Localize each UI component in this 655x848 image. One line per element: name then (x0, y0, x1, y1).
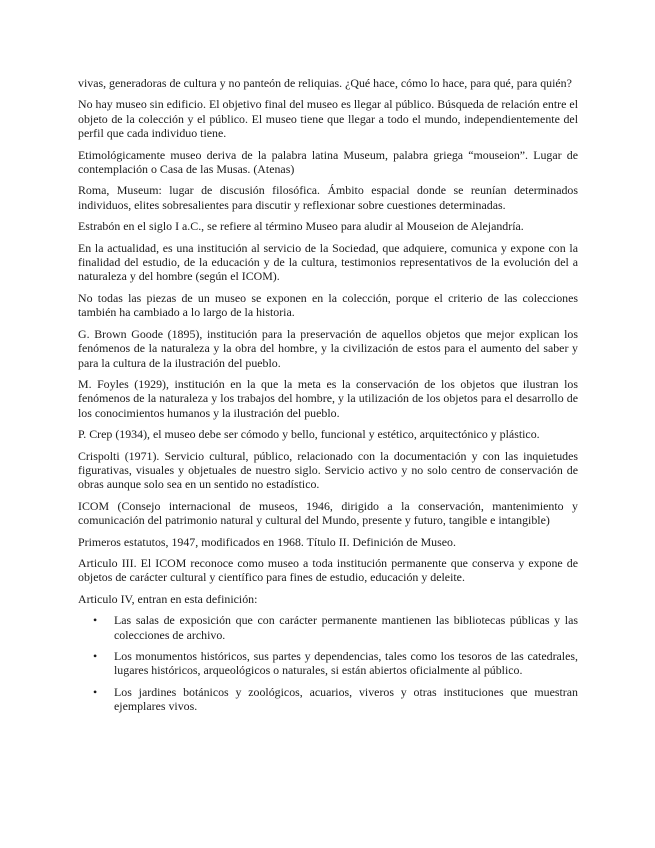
list-item (78, 649, 578, 678)
list-item-text: Los monumentos históricos, sus partes y dependencias, tales como los tesoros de las catedrales, lugares históricos, arqueológicos o naturales, si están abiertos oficialmente al público. (114, 649, 578, 678)
list-item (78, 685, 578, 714)
paragraph: G. Brown Goode (1895), institución para la preservación de aquellos objetos que mejor explican los fenómenos de la naturaleza y la obra del hombre, y la civilización de estos para el aumento del saber y para la cultura de la ilustración del pueblo. (78, 326, 578, 370)
paragraph: Articulo IV, entran en esta definición: (78, 591, 258, 606)
bullet-icon: • (93, 613, 98, 628)
paragraph: Primeros estatutos, 1947, modificados en 1968. Título II. Definición de Museo. (78, 534, 456, 549)
paragraph: Roma, Museum: lugar de discusión filosófica. Ámbito espacial donde se reunían determinados individuos, elites sobresalientes para discutir y reflexionar sobre cuestiones determinadas. (78, 183, 578, 212)
paragraph: ICOM (Consejo internacional de museos, 1946, dirigido a la conservación, mantenimiento y comunicación del patrimonio natural y cultural del Mundo, presente y futuro, tangible e intangible) (78, 498, 578, 528)
list-item (78, 613, 578, 642)
paragraph: Crispolti (1971). Servicio cultural, público, relacionado con la documentación y con las inquietudes figurativas, visuales y objetuales de nuestro siglo. Servicio activo y no solo centro de conservación de obras aunque solo sea en un sentido no estadístico. (78, 448, 578, 492)
paragraph: No hay museo sin edificio. El objetivo final del museo es llegar al público. Búsqueda de relación entre el objeto de la colección y el público. El museo tiene que llegar a todo el mundo, independientemente del perfil que cada individuo tiene. (78, 97, 578, 141)
bullet-icon: • (93, 649, 98, 663)
list-item-text: Las salas de exposición que con carácter permanente mantienen las bibliotecas públicas y las colecciones de archivo. (114, 613, 578, 642)
paragraph: vivas, generadoras de cultura y no panteón de reliquias. ¿Qué hace, cómo lo hace, para qué, para quién? (78, 76, 572, 90)
paragraph: No todas las piezas de un museo se exponen en la colección, porque el criterio de las colecciones también ha cambiado a lo largo de la historia. (78, 290, 578, 320)
list-item-text: Los jardines botánicos y zoológicos, acuarios, viveros y otras instituciones que muestran ejemplares vivos. (114, 684, 578, 714)
paragraph: Etimológicamente museo deriva de la palabra latina Museum, palabra griega “mouseion”. Lugar de contemplación o Casa de las Musas. (Atenas) (78, 147, 578, 177)
definition-list (78, 613, 578, 713)
paragraph: Estrabón en el siglo I a.C., se refiere al término Museo para aludir al Mouseion de Alejandría. (78, 219, 524, 234)
paragraph: Articulo III. El ICOM reconoce como museo a toda institución permanente que conserva y expone de objetos de carácter cultural y científico para fines de estudio, educación y deleite. (78, 555, 578, 585)
bullet-icon: • (93, 684, 98, 699)
paragraph: En la actualidad, es una institución al servicio de la Sociedad, que adquiere, comunica y expone con la finalidad del estudio, de la educación y de la cultura, testimonios representativos de la evolución del a naturaleza y del hombre (según el ICOM). (78, 240, 578, 284)
paragraph: M. Foyles (1929), institución en la que la meta es la conservación de los objetos que ilustran los fenómenos de la naturaleza y los trabajos del hombre, y la utilización de los objetos para el desarrollo de los conocimientos humanos y la ilustración del pueblo. (78, 376, 578, 420)
paragraph: P. Crep (1934), el museo debe ser cómodo y bello, funcional y estético, arquitectónico y plástico. (78, 427, 540, 442)
document-page (78, 76, 578, 721)
